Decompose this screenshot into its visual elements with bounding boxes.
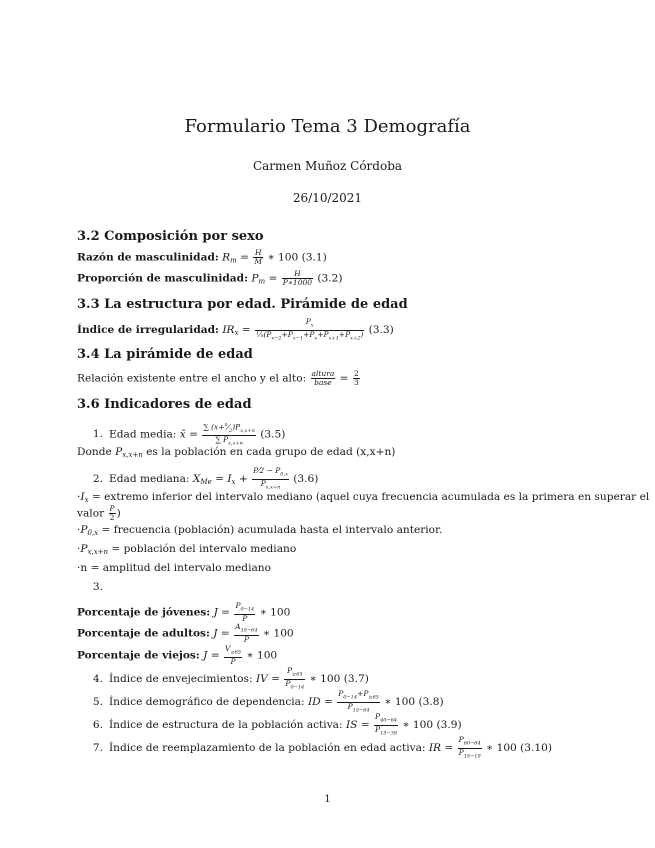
formula-porcentaje-viejos: Porcentaje de viejos: J = $\frac{V_{\ge 65}}{P}$ ∗ 100 bbox=[77, 644, 278, 666]
formula-proporcion-masculinidad: Proporción de masculinidad: $P_m$ = $\frac{H}{P∗1000}$ (3.2) bbox=[77, 269, 343, 287]
section-heading-3-6: 3.6 Indicadores de edad bbox=[77, 397, 252, 412]
item-edad-mediana: 2. Edad mediana: $X_{Me} = I_x$ + $\frac{P⁄2 - P_{0,x}}{P_{x,x+n}}$ (3.6) bbox=[92, 466, 319, 490]
formula-indice-irregularidad: Índice de irregularidad: $IR_x$ = $\frac{P_x}{\frac{1}{5}(P_{x-2}+P_{x-1}+P_x+P_{x+1}+P_{x+2})}$ (3.3) bbox=[77, 317, 394, 341]
item-edad-media: 1. Edad media: x̄ = $\frac{\sum (x+^n⁄_2)P_{x,x+n}}{\sum P_{x,x+n}}$ (3.5) bbox=[92, 422, 286, 447]
page-number: 1 bbox=[324, 794, 331, 805]
bullet-frecuencia-acumulada: $\cdot P_{0,x}$ = frecuencia (población) acumulada hasta el intervalo anterior. bbox=[77, 524, 443, 537]
relacion-text: Relación existente entre el ancho y el alto: bbox=[77, 372, 307, 385]
bullet-extremo-inferior-cont: valor $\frac{P}{2}$ ) bbox=[77, 504, 121, 522]
eq-3-5: (3.5) bbox=[260, 428, 286, 441]
item-estructura-activa: 6. Índice de estructura de la población activa: IS = $\frac{P_{40-64}}{P_{15-39}}$ ∗ 100 (3.9) bbox=[92, 712, 462, 736]
relacion-ancho-alto: Relación existente entre el ancho y el alto: $\frac{\text{altura}}{\text{base}}$ = $\frac{2}{3}$ bbox=[77, 369, 359, 387]
donde-line: Donde $P_{x,x+n}$ es la población en cada grupo de edad (x,x+n) bbox=[77, 446, 396, 459]
indice-irregularidad-label: Índice de irregularidad: bbox=[77, 324, 219, 336]
razon-label: Razón de masculinidad: bbox=[77, 251, 219, 264]
item-reemplazamiento: 7. Índice de reemplazamiento de la población en edad activa: IR = $\frac{P_{60-64}}{P_{15-19}}$ ∗ 100 (3.10) bbox=[92, 735, 553, 759]
item-dependencia: 5. Índice demográfico de dependencia: ID = $\frac{P_{0-14}+P_{\ge 65}}{P_{15-64}}$ ∗ 100 (3.8) bbox=[92, 689, 444, 713]
eq-3-1: (3.1) bbox=[301, 251, 327, 264]
formula-porcentaje-jovenes: Porcentaje de jóvenes: J = $\frac{P_{0-14}}{P}$ ∗ 100 bbox=[77, 601, 291, 623]
document-date: 26/10/2021 bbox=[292, 191, 363, 205]
item-envejecimiento: 4. Índice de envejecimientos: IV = $\frac{P_{\ge 65}}{P_{0-14}}$ ∗ 100 (3.7) bbox=[92, 666, 369, 690]
bullet-extremo-inferior: $\cdot I_x$ = extremo inferior del intervalo mediano (aquel cuya frecuencia acumulada es la primera en superar el bbox=[77, 491, 650, 504]
document-author: Carmen Muñoz Córdoba bbox=[252, 159, 403, 173]
bullet-poblacion-intervalo: $\cdot P_{x,x+n}$ = población del intervalo mediano bbox=[77, 543, 297, 556]
prop-label: Proporción de masculinidad: bbox=[77, 272, 248, 285]
eq-3-6: (3.6) bbox=[293, 473, 319, 485]
item-3: 3. bbox=[92, 581, 103, 593]
formula-porcentaje-adultos: Porcentaje de adultos: J = $\frac{A_{15-64}}{P}$ ∗ 100 bbox=[77, 622, 294, 644]
bullet-amplitud: ·n = amplitud del intervalo mediano bbox=[77, 562, 271, 574]
section-heading-3-3: 3.3 La estructura por edad. Pirámide de edad bbox=[77, 297, 408, 312]
eq-3-3: (3.3) bbox=[368, 324, 394, 336]
eq-3-2: (3.2) bbox=[317, 272, 343, 285]
edad-mediana-label: Edad mediana: bbox=[109, 473, 190, 485]
document-title: Formulario Tema 3 Demografía bbox=[184, 116, 471, 137]
edad-media-label: Edad media: bbox=[109, 428, 177, 441]
section-heading-3-4: 3.4 La pirámide de edad bbox=[77, 347, 253, 362]
formula-razon-masculinidad: Razón de masculinidad: $R_m$ = $\frac{H}{M}$ ∗ 100 (3.1) bbox=[77, 248, 327, 266]
section-heading-3-2: 3.2 Composición por sexo bbox=[77, 229, 264, 244]
